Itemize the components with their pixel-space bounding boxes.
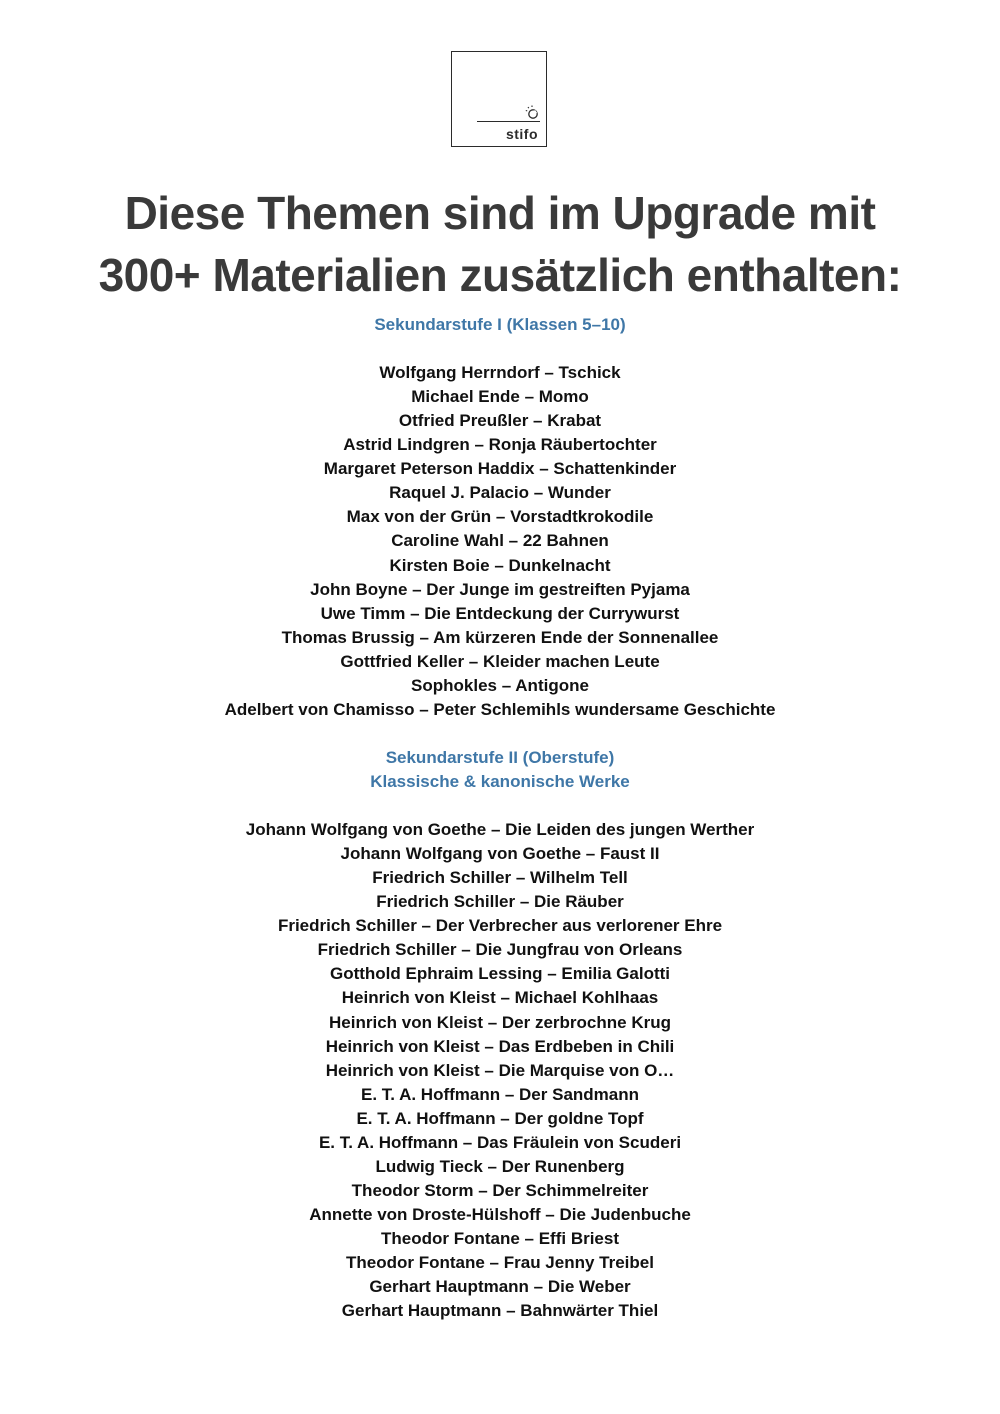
book-list-item: Max von der Grün – Vorstadtkrokodile — [346, 507, 654, 527]
book-list-item: Astrid Lindgren – Ronja Räubertochter — [343, 435, 657, 455]
book-list-item: Kirsten Boie – Dunkelnacht — [389, 555, 611, 575]
section-heading-sek2 — [0, 746, 1000, 794]
book-list-item: Friedrich Schiller – Wilhelm Tell — [372, 868, 628, 888]
book-list-item: Gerhart Hauptmann – Die Weber — [369, 1277, 631, 1297]
book-list-sek2 — [0, 818, 1000, 1323]
book-list-item: John Boyne – Der Junge im gestreiften Pyjama — [310, 579, 690, 599]
book-list-item: Friedrich Schiller – Die Jungfrau von Orleans — [317, 940, 683, 960]
book-list-item: Gotthold Ephraim Lessing – Emilia Galotti — [329, 964, 671, 984]
book-list-item: Michael Ende – Momo — [411, 387, 589, 407]
book-list-item: Johann Wolfgang von Goethe – Faust II — [340, 844, 660, 864]
page-title-line-1: Diese Themen sind im Upgrade mit — [124, 187, 876, 239]
book-list-item: Margaret Peterson Haddix – Schattenkinder — [323, 459, 677, 479]
book-list-item: Sophokles – Antigone — [411, 675, 589, 695]
book-list-item: Heinrich von Kleist – Das Erdbeben in Chili — [325, 1036, 675, 1056]
page-title-line-2: 300+ Materialien zusätzlich enthalten: — [98, 249, 902, 301]
book-list-item: Friedrich Schiller – Die Räuber — [376, 892, 624, 912]
book-list-item: E. T. A. Hoffmann – Das Fräulein von Scuderi — [318, 1132, 682, 1152]
book-list-item: Thomas Brussig – Am kürzeren Ende der Sonnenallee — [281, 627, 719, 647]
book-list-item: Theodor Fontane – Effi Briest — [380, 1229, 620, 1249]
book-list-item: Uwe Timm – Die Entdeckung der Currywurst — [320, 603, 680, 623]
section-heading-sek1 — [0, 313, 1000, 337]
book-list-item: Gottfried Keller – Kleider machen Leute — [340, 651, 660, 671]
book-list-item: Annette von Droste-Hülshoff – Die Judenbuche — [309, 1205, 691, 1224]
book-list-item: Caroline Wahl – 22 Bahnen — [391, 531, 609, 551]
book-list-item: Otfried Preußler – Krabat — [398, 411, 602, 431]
section-heading-subline: Klassische & kanonische Werke — [370, 772, 630, 791]
sun-moon-icon — [524, 104, 540, 120]
book-list-item: Ludwig Tieck – Der Runenberg — [375, 1156, 625, 1176]
logo-divider — [477, 121, 540, 122]
page-title — [0, 182, 1000, 306]
book-list-item: Johann Wolfgang von Goethe – Die Leiden des jungen Werther — [245, 820, 755, 839]
book-list-item: E. T. A. Hoffmann – Der Sandmann — [360, 1084, 640, 1104]
book-list-item: Heinrich von Kleist – Der zerbrochne Krug — [329, 1012, 671, 1032]
book-list-item: E. T. A. Hoffmann – Der goldne Topf — [356, 1108, 644, 1128]
book-list-item: Theodor Storm – Der Schimmelreiter — [351, 1180, 649, 1200]
book-list-item: Wolfgang Herrndorf – Tschick — [379, 363, 621, 382]
book-list-item: Heinrich von Kleist – Die Marquise von O… — [325, 1060, 675, 1080]
section-heading-line: Sekundarstufe I (Klassen 5–10) — [374, 315, 626, 334]
book-list-item: Theodor Fontane – Frau Jenny Treibel — [346, 1253, 654, 1273]
book-list-item: Adelbert von Chamisso – Peter Schlemihls wundersame Geschichte — [224, 699, 776, 719]
book-list-item: Heinrich von Kleist – Michael Kohlhaas — [341, 988, 659, 1008]
book-list-item: Gerhart Hauptmann – Bahnwärter Thiel — [341, 1301, 659, 1321]
stifo-logo — [451, 51, 547, 147]
logo-text: stifo — [505, 126, 538, 142]
book-list-item: Raquel J. Palacio – Wunder — [389, 483, 611, 503]
book-list-sek1 — [0, 361, 1000, 722]
book-list-item: Friedrich Schiller – Der Verbrecher aus verlorener Ehre — [277, 916, 723, 936]
section-heading-line: Sekundarstufe II (Oberstufe) — [385, 748, 615, 767]
